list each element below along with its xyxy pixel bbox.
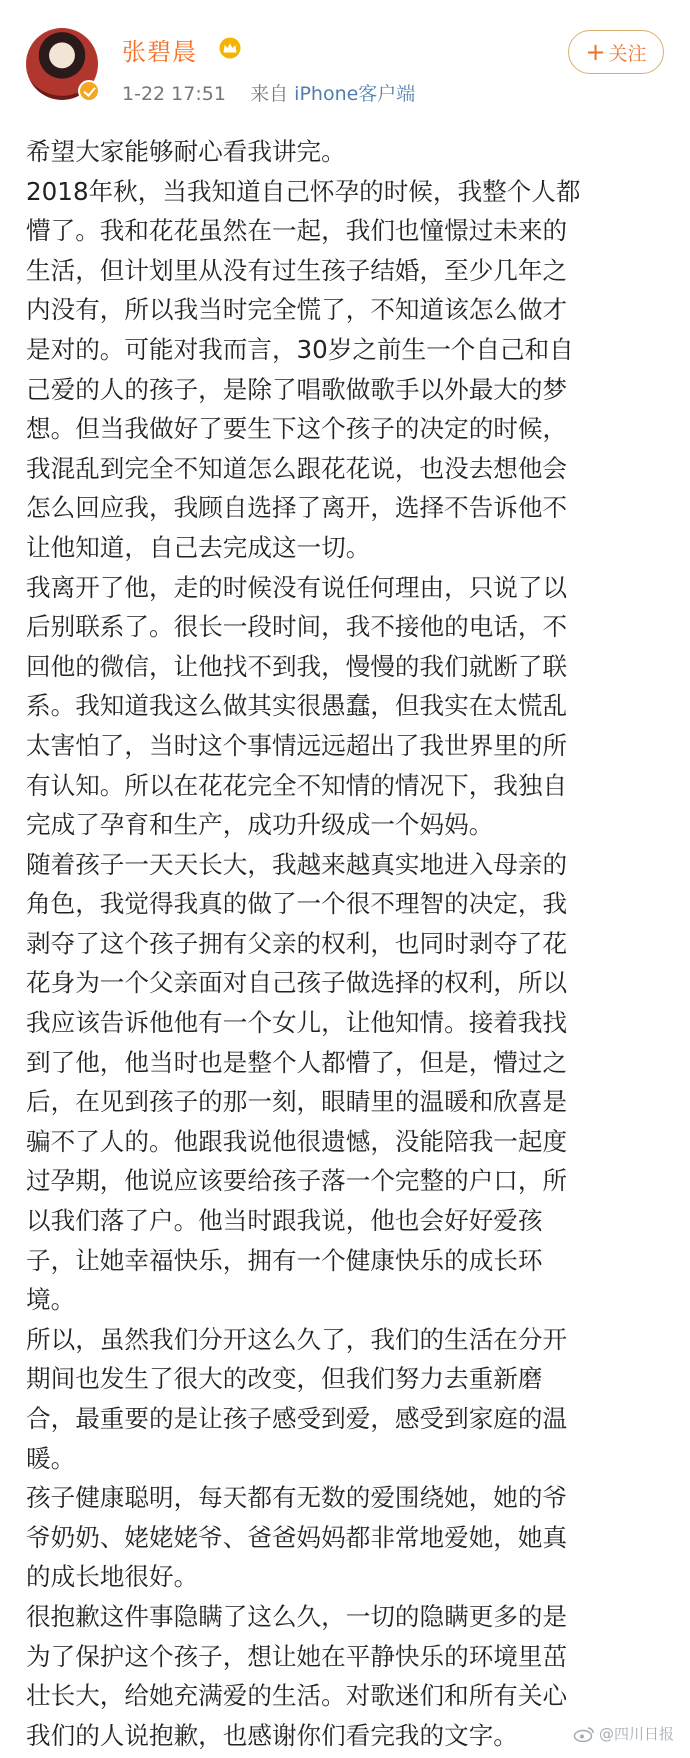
post-text-line: 壮长大，给她充满爱的生活。对歌迷们和所有关心	[26, 1681, 568, 1711]
post-text-line: 骗不了人的。他跟我说他很遗憾，没能陪我一起度	[26, 1126, 568, 1156]
source-prefix: 来自	[250, 83, 289, 105]
username[interactable]: 张碧晨	[122, 38, 197, 66]
follow-label: 关注	[608, 42, 647, 65]
post-text-line: 生活，但计划里从没有过生孩子结婚，至少几年之	[26, 255, 568, 285]
post-text-line: 角色，我觉得我真的做了一个很不理智的决定，我	[26, 889, 568, 919]
post-text-line: 以我们落了户。他当时跟我说，他也会好好爱孩	[26, 1206, 543, 1236]
post-text-line: 太害怕了，当时这个事情远远超出了我世界里的所	[26, 730, 568, 760]
post-text-line: 回他的微信，让他找不到我，慢慢的我们就断了联	[26, 651, 568, 681]
timestamp: 1-22 17:51	[122, 83, 226, 105]
post-text-line: 有认知。所以在花花完全不知情的情况下，我独自	[26, 770, 568, 800]
post-text-line: 懵了。我和花花虽然在一起，我们也憧憬过未来的	[26, 216, 568, 246]
watermark-text: @四川日报	[598, 1725, 674, 1743]
post-text-line: 完成了孕育和生产，成功升级成一个妈妈。	[26, 810, 494, 840]
post-text-line: 我离开了他，走的时候没有说任何理由，只说了以	[26, 572, 568, 602]
post-text-line: 希望大家能够耐心看我讲完。	[26, 137, 346, 166]
post-text-line: 怎么回应我，我顾自选择了离开，选择不告诉他不	[26, 493, 568, 523]
post-text-line: 子，让她幸福快乐，拥有一个健康快乐的成长环	[26, 1245, 543, 1275]
source-client-link[interactable]: iPhone客户端	[294, 83, 416, 105]
post-body	[26, 132, 666, 1755]
post-text-line: 期间也发生了很大的改变，但我们努力去重新磨	[26, 1364, 543, 1394]
plus-icon: +	[585, 38, 606, 66]
post-text-line: 合，最重要的是让孩子感受到爱，感受到家庭的温	[26, 1404, 568, 1433]
avatar[interactable]	[26, 28, 98, 100]
post-text-line: 孩子健康聪明，每天都有无数的爱围绕她，她的爷	[26, 1483, 568, 1513]
post-text-line: 内没有，所以我当时完全慌了，不知道该怎么做才	[26, 295, 568, 325]
post-text-line: 我应该告诉他他有一个女儿，让他知情。接着我找	[26, 1008, 568, 1038]
post-text-line: 境。	[26, 1285, 76, 1315]
post-text-line: 我们的人说抱歉，也感谢你们看完我的文字。	[26, 1720, 518, 1750]
follow-button[interactable]	[568, 30, 664, 74]
verified-badge-icon	[78, 80, 100, 102]
crown-icon[interactable]	[218, 37, 242, 59]
post-text-line: 2018年秋，当我知道自己怀孕的时候，我整个人都	[26, 176, 581, 206]
post-text-line: 暖。	[26, 1443, 76, 1473]
watermark	[573, 1723, 674, 1744]
post-text-line: 后别联系了。很长一段时间，我不接他的电话，不	[26, 612, 568, 642]
post-text-line: 很抱歉这件事隐瞒了这么久，一切的隐瞒更多的是	[26, 1601, 568, 1631]
post-text-line: 让他知道，自己去完成这一切。	[26, 532, 371, 562]
post-text-line: 己爱的人的孩子，是除了唱歌做歌手以外最大的梦	[26, 374, 568, 404]
post-header	[0, 0, 690, 120]
post-text-line: 剥夺了这个孩子拥有父亲的权利，也同时剥夺了花	[26, 928, 568, 958]
post-text-line: 系。我知道我这么做其实很愚蠢，但我实在太慌乱	[26, 691, 568, 721]
post-meta	[122, 79, 415, 106]
post-text-line: 花身为一个父亲面对自己孩子做选择的权利，所以	[26, 968, 568, 998]
post-text-line: 所以，虽然我们分开这么久了，我们的生活在分开	[26, 1324, 568, 1354]
post-text-line: 我混乱到完全不知道怎么跟花花说，也没去想他会	[26, 453, 568, 483]
post-text-line: 爷奶奶、姥姥姥爷、爸爸妈妈都非常地爱她，她真	[26, 1522, 568, 1552]
post-text-line: 到了他，他当时也是整个人都懵了，但是，懵过之	[26, 1047, 568, 1077]
post-text-line: 过孕期，他说应该要给孩子落一个完整的户口，所	[26, 1166, 568, 1196]
post-text-line: 后，在见到孩子的那一刻，眼睛里的温暖和欣喜是	[26, 1087, 568, 1117]
post-text-line: 的成长地很好。	[26, 1562, 199, 1592]
post-text-line: 是对的。可能对我而言，30岁之前生一个自己和自	[26, 334, 574, 364]
weibo-icon	[573, 1726, 595, 1742]
post-text-line: 随着孩子一天天长大，我越来越真实地进入母亲的	[26, 849, 568, 879]
post-text-line: 为了保护这个孩子，想让她在平静快乐的环境里茁	[26, 1641, 568, 1671]
post-text-line: 想。但当我做好了要生下这个孩子的决定的时候，	[26, 414, 568, 444]
